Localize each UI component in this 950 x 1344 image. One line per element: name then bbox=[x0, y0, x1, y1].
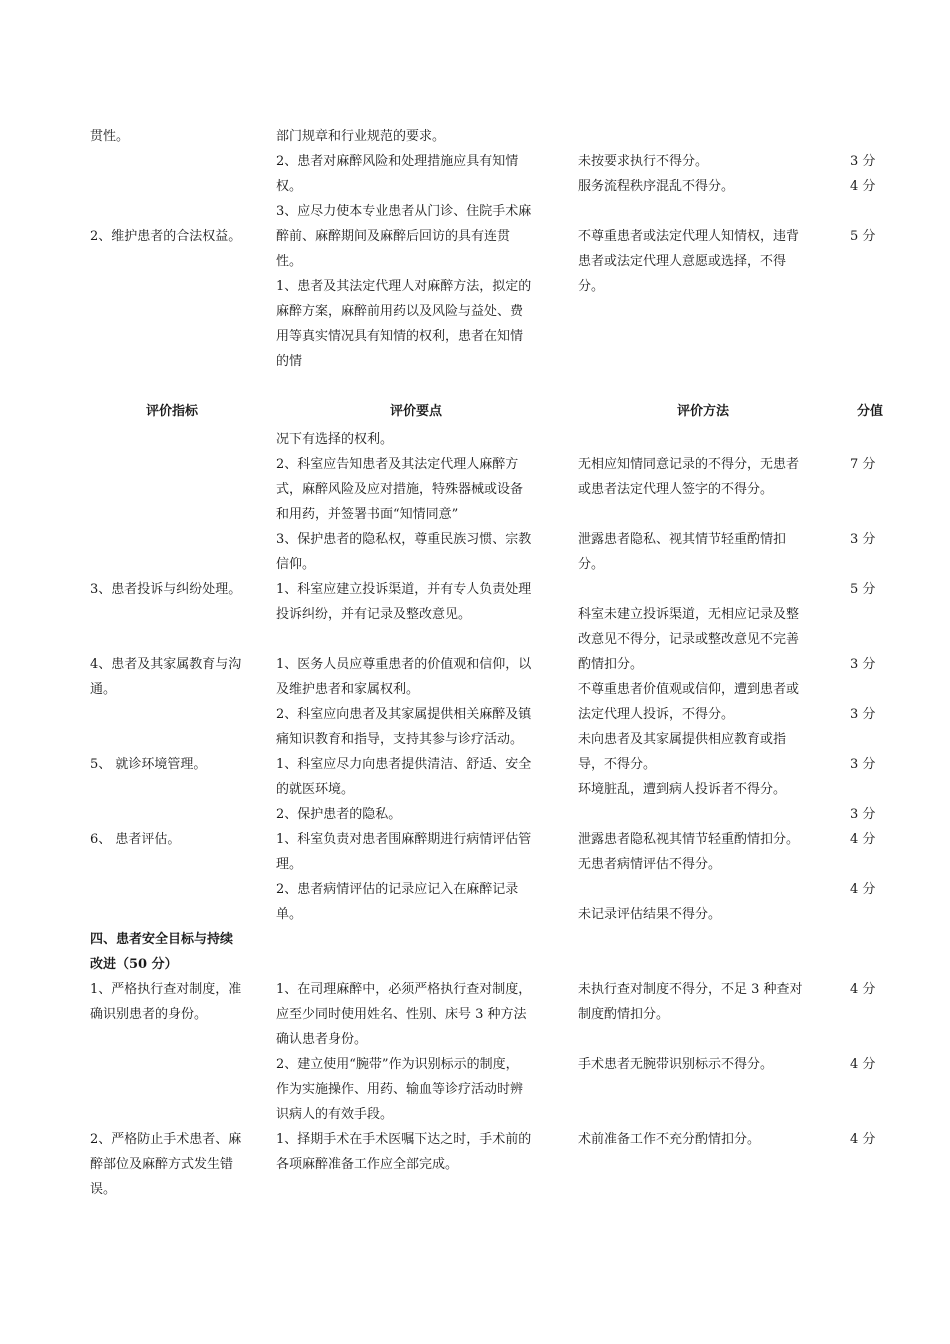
point-text: 麻醉方案，麻醉前用药以及风险与益处、费 bbox=[276, 304, 524, 319]
point-text: 1、患者及其法定代理人对麻醉方法，拟定的 bbox=[276, 279, 532, 294]
point-text: 况下有选择的权利。 bbox=[276, 432, 394, 447]
score-text: 7 分 bbox=[850, 457, 876, 472]
indicator-text: 4、患者及其家属教育与沟 bbox=[90, 657, 242, 672]
score-text: 4 分 bbox=[850, 1057, 876, 1072]
method-text: 分。 bbox=[578, 279, 605, 294]
method-text: 或患者法定代理人签字的不得分。 bbox=[578, 482, 774, 497]
point-text: 的就医环境。 bbox=[276, 782, 355, 797]
method-text: 泄露患者隐私、视其情节轻重酌情扣 bbox=[578, 532, 787, 547]
point-text: 投诉纠纷，并有记录及整改意见。 bbox=[276, 607, 472, 622]
indicator-text: 贯性。 bbox=[90, 129, 130, 144]
indicator-text: 3、患者投诉与纠纷处理。 bbox=[90, 582, 242, 597]
point-text: 2、患者对麻醉风险和处理措施应具有知情 bbox=[276, 154, 519, 169]
method-text: 未执行查对制度不得分，不足 3 种查对 bbox=[578, 982, 803, 997]
point-text: 2、保护患者的隐私。 bbox=[276, 807, 402, 822]
point-text: 各项麻醉准备工作应全部完成。 bbox=[276, 1157, 459, 1172]
method-text: 制度酌情扣分。 bbox=[578, 1007, 670, 1022]
point-text: 理。 bbox=[276, 857, 303, 872]
score-text: 4 分 bbox=[850, 1132, 876, 1147]
indicator-text: 2、严格防止手术患者、麻 bbox=[90, 1132, 242, 1147]
point-text: 用等真实情况具有知情的权利，患者在知情 bbox=[276, 329, 524, 344]
header-method: 评价方法 bbox=[677, 404, 730, 419]
section-heading: 四、患者安全目标与持续 bbox=[90, 932, 234, 947]
header-score: 分值 bbox=[857, 404, 884, 419]
score-text: 3 分 bbox=[850, 154, 876, 169]
point-text: 痛知识教育和指导，支持其参与诊疗活动。 bbox=[276, 732, 524, 747]
method-text: 科室未建立投诉渠道，无相应记录及整 bbox=[578, 607, 800, 622]
method-text: 未向患者及其家属提供相应教育或指 bbox=[578, 732, 787, 747]
method-text: 未记录评估结果不得分。 bbox=[578, 907, 722, 922]
point-text: 应至少同时使用姓名、性别、床号 3 种方法 bbox=[276, 1007, 527, 1022]
indicator-text: 6、 患者评估。 bbox=[90, 832, 181, 847]
method-text: 手术患者无腕带识别标示不得分。 bbox=[578, 1057, 774, 1072]
method-text: 术前准备工作不充分酌情扣分。 bbox=[578, 1132, 761, 1147]
score-text: 3 分 bbox=[850, 757, 876, 772]
point-text: 部门规章和行业规范的要求。 bbox=[276, 129, 446, 144]
score-text: 5 分 bbox=[850, 229, 876, 244]
point-text: 2、科室应告知患者及其法定代理人麻醉方 bbox=[276, 457, 519, 472]
method-text: 患者或法定代理人意愿或选择，不得 bbox=[578, 254, 787, 269]
point-text: 权。 bbox=[276, 179, 303, 194]
method-text: 未按要求执行不得分。 bbox=[578, 154, 709, 169]
score-text: 3 分 bbox=[850, 807, 876, 822]
score-text: 4 分 bbox=[850, 179, 876, 194]
point-text: 1、在司理麻醉中，必须严格执行查对制度， bbox=[276, 982, 532, 997]
point-text: 单。 bbox=[276, 907, 303, 922]
point-text: 1、科室应尽力向患者提供清洁、舒适、安全 bbox=[276, 757, 532, 772]
method-text: 服务流程秩序混乱不得分。 bbox=[578, 179, 735, 194]
indicator-text: 2、维护患者的合法权益。 bbox=[90, 229, 242, 244]
section-heading: 改进（50 分） bbox=[90, 957, 178, 972]
point-text: 2、患者病情评估的记录应记入在麻醉记录 bbox=[276, 882, 519, 897]
point-text: 3、保护患者的隐私权，尊重民族习惯、宗教 bbox=[276, 532, 532, 547]
indicator-text: 醉部位及麻醉方式发生错 bbox=[90, 1157, 234, 1172]
method-text: 分。 bbox=[578, 557, 605, 572]
score-text: 4 分 bbox=[850, 882, 876, 897]
point-text: 1、医务人员应尊重患者的价值观和信仰，以 bbox=[276, 657, 532, 672]
point-text: 3、应尽力使本专业患者从门诊、住院手术麻 bbox=[276, 204, 532, 219]
header-indicator: 评价指标 bbox=[146, 404, 199, 419]
point-text: 识病人的有效手段。 bbox=[276, 1107, 394, 1122]
point-text: 式，麻醉风险及应对措施，特殊器械或设备 bbox=[276, 482, 524, 497]
header-points: 评价要点 bbox=[390, 404, 443, 419]
point-text: 和用药，并签署书面“知情同意” bbox=[276, 507, 459, 522]
point-text: 确认患者身份。 bbox=[276, 1032, 368, 1047]
score-text: 4 分 bbox=[850, 982, 876, 997]
indicator-text: 确识别患者的身份。 bbox=[90, 1007, 208, 1022]
method-text: 不尊重患者价值观或信仰，遭到患者或 bbox=[578, 682, 800, 697]
method-text: 改意见不得分，记录或整改意见不完善 bbox=[578, 632, 800, 647]
method-text: 法定代理人投诉，不得分。 bbox=[578, 707, 735, 722]
point-text: 信仰。 bbox=[276, 557, 316, 572]
point-text: 性。 bbox=[276, 254, 303, 269]
indicator-text: 误。 bbox=[90, 1182, 117, 1197]
method-text: 导，不得分。 bbox=[578, 757, 657, 772]
point-text: 1、科室负责对患者围麻醉期进行病情评估管 bbox=[276, 832, 532, 847]
point-text: 醉前、麻醉期间及麻醉后回访的具有连贯 bbox=[276, 229, 511, 244]
point-text: 1、择期手术在手术医嘱下达之时，手术前的 bbox=[276, 1132, 532, 1147]
point-text: 的情 bbox=[276, 354, 303, 369]
point-text: 作为实施操作、用药、输血等诊疗活动时辨 bbox=[276, 1082, 524, 1097]
method-text: 泄露患者隐私视其情节轻重酌情扣分。 bbox=[578, 832, 800, 847]
score-text: 5 分 bbox=[850, 582, 876, 597]
score-text: 3 分 bbox=[850, 707, 876, 722]
indicator-text: 通。 bbox=[90, 682, 117, 697]
method-text: 无患者病情评估不得分。 bbox=[578, 857, 722, 872]
point-text: 2、建立使用“腕带”作为识别标示的制度， bbox=[276, 1057, 519, 1072]
score-text: 3 分 bbox=[850, 532, 876, 547]
point-text: 2、科室应向患者及其家属提供相关麻醉及镇 bbox=[276, 707, 532, 722]
method-text: 不尊重患者或法定代理人知情权，违背 bbox=[578, 229, 800, 244]
method-text: 酌情扣分。 bbox=[578, 657, 644, 672]
point-text: 及维护患者和家属权利。 bbox=[276, 682, 420, 697]
indicator-text: 5、 就诊环境管理。 bbox=[90, 757, 207, 772]
method-text: 环境脏乱，遭到病人投诉者不得分。 bbox=[578, 782, 787, 797]
indicator-text: 1、严格执行查对制度，准 bbox=[90, 982, 242, 997]
score-text: 4 分 bbox=[850, 832, 876, 847]
score-text: 3 分 bbox=[850, 657, 876, 672]
method-text: 无相应知情同意记录的不得分，无患者 bbox=[578, 457, 800, 472]
point-text: 1、科室应建立投诉渠道，并有专人负责处理 bbox=[276, 582, 532, 597]
